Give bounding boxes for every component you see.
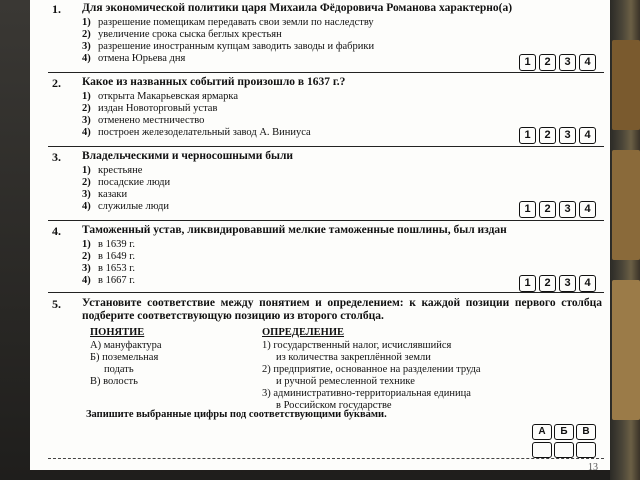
answer-boxes [519,127,596,144]
answer-box-4[interactable]: 4 [579,127,596,144]
answer-box-4[interactable]: 4 [579,54,596,71]
option-3[interactable]: 3) казаки [82,189,128,200]
option-4[interactable]: 4) в 1667 г. [82,275,135,286]
separator [48,220,604,221]
test-page [30,0,610,470]
separator [48,72,604,73]
answer-box-3[interactable]: 3 [559,54,576,71]
definition-column [262,327,562,412]
separator [48,292,604,293]
option-2[interactable]: 2) увеличение срока сыска беглых крестьян [82,29,282,40]
definition-item: и ручной ремесленной технике [276,376,415,387]
definition-item: из количества закреплённой земли [276,352,431,363]
option-3[interactable]: 3) отменено местничество [82,115,205,126]
question-text: Таможенный устав, ликвидировавший мелкие таможенные пошлины, был издан [82,224,507,236]
question-text: Какое из названных событий произошло в 1637 г.? [82,76,346,88]
option-2[interactable]: 2) издан Новоторговый устав [82,103,218,114]
option-1[interactable]: 1) разрешение помещикам передавать свои земли по наследству [82,17,374,28]
answer-box-4[interactable]: 4 [579,275,596,292]
question-number: 3. [52,150,61,164]
question-text: Установите соответствие между понятием и определением: к каждой позиции первого столбца подберите соответствующую позицию из второго столбца. [82,297,602,322]
answer-box-1[interactable]: 1 [519,127,536,144]
option-4[interactable]: 4) отмена Юрьева дня [82,53,186,64]
answer-cell-a[interactable] [532,442,552,458]
question-number: 4. [52,224,61,238]
instruction-text: Запишите выбранные цифры под соответствующими буквами. [86,409,387,420]
answer-box-2[interactable]: 2 [539,54,556,71]
bookshelf-decoration [610,0,640,480]
option-3[interactable]: 3) в 1653 г. [82,263,135,274]
option-4[interactable]: 4) построен железоделательный завод А. Виниуса [82,127,311,138]
letter-box-b: Б [554,424,574,440]
option-1[interactable]: 1) крестьяне [82,165,143,176]
answer-cell-v[interactable] [576,442,596,458]
answer-box-3[interactable]: 3 [559,201,576,218]
concept-column [90,327,250,388]
definition-item: 1) государственный налог, исчислявшийся [262,340,452,351]
answer-box-3[interactable]: 3 [559,275,576,292]
concept-item: А) мануфактура [90,340,162,351]
letter-box-a: А [532,424,552,440]
option-4[interactable]: 4) служилые люди [82,201,169,212]
page-number: 13 [588,462,598,470]
option-2[interactable]: 2) в 1649 г. [82,251,135,262]
separator [48,146,604,147]
answer-box-1[interactable]: 1 [519,201,536,218]
answer-box-2[interactable]: 2 [539,201,556,218]
letter-box-v: В [576,424,596,440]
option-3[interactable]: 3) разрешение иностранным купцам заводить заводы и фабрики [82,41,375,52]
option-1[interactable]: 1) в 1639 г. [82,239,135,250]
answer-box-1[interactable]: 1 [519,54,536,71]
column-header: ОПРЕДЕЛЕНИЕ [262,327,345,338]
answer-box-4[interactable]: 4 [579,201,596,218]
concept-item: подать [104,364,134,375]
question-number: 1. [52,2,61,16]
answer-boxes [519,201,596,218]
concept-item: В) волость [90,376,138,387]
question-text: Для экономической политики царя Михаила Фёдоровича Романова характерно(а) [82,2,513,14]
option-2[interactable]: 2) посадские люди [82,177,171,188]
matching-answer-grid [532,424,596,458]
concept-item: Б) поземельная [90,352,159,363]
definition-item: в Российском государстве [276,400,392,411]
definition-item: 3) административно-территориальная единица [262,388,471,399]
answer-boxes [519,275,596,292]
answer-boxes [519,54,596,71]
question-text: Владельческими и черносошными были [82,150,294,162]
definition-item: 2) предприятие, основанное на разделении труда [262,364,481,375]
dashed-separator [48,458,604,459]
answer-box-2[interactable]: 2 [539,127,556,144]
column-header: ПОНЯТИЕ [90,327,145,338]
answer-box-2[interactable]: 2 [539,275,556,292]
answer-cell-b[interactable] [554,442,574,458]
option-1[interactable]: 1) открыта Макарьевская ярмарка [82,91,239,102]
question-number: 5. [52,297,61,311]
question-number: 2. [52,76,61,90]
answer-box-3[interactable]: 3 [559,127,576,144]
answer-box-1[interactable]: 1 [519,275,536,292]
